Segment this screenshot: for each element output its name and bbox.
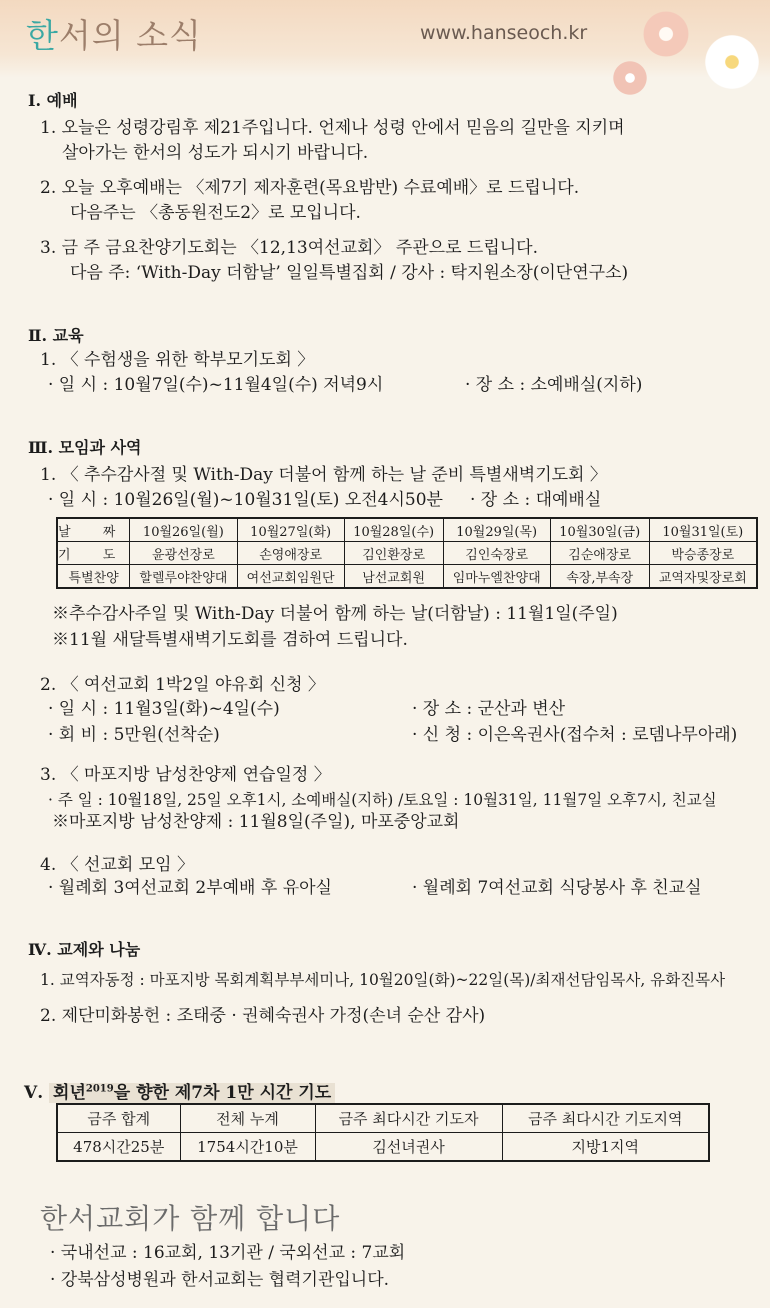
- row-label: 날 짜: [57, 518, 130, 542]
- row-label: 특별찬양: [57, 565, 130, 589]
- table-cell: 임마누엘찬양대: [443, 565, 550, 589]
- section-worship-heading: Ⅰ. 예배: [28, 91, 78, 110]
- table-cell: 남선교회원: [344, 565, 443, 589]
- ministry-item-1-date: · 일 시 : 10월26일(월)~10월31일(토) 오전4시50분: [48, 490, 443, 510]
- footer-partner-line: · 강북삼성병원과 한서교회는 협력기관입니다.: [50, 1270, 390, 1290]
- heading-part: 을 향한 제7차 1만 시간 기도: [113, 1083, 332, 1103]
- flower-decoration-icon: [700, 30, 764, 94]
- table-cell: 김선녀권사: [315, 1133, 502, 1162]
- table-cell: 할렐루야찬양대: [130, 565, 237, 589]
- table-cell: 교역자및장로회: [649, 565, 757, 589]
- table-row: [57, 542, 757, 565]
- heading-superscript: 2019: [85, 1083, 114, 1095]
- section-prayer-heading: [24, 1078, 335, 1103]
- newsletter-logo: [26, 10, 202, 57]
- ministry-item-3-sunday: · 주 일 : 10월18일, 25일 오후1시, 소예배실(지하) /토요일 : 10월31일, 11월7일 오후7시, 친교실: [48, 791, 717, 809]
- ministry-item-2-date: · 일 시 : 11월3일(화)~4일(수): [48, 699, 280, 719]
- ministry-item-1-place: · 장 소 : 대예배실: [470, 490, 602, 510]
- section-education-heading: Ⅱ. 교육: [28, 326, 84, 345]
- row-label: 기 도: [57, 542, 130, 565]
- ministry-item-2-apply: · 신 청 : 이은옥권사(접수처 : 로뎀나무아래): [412, 725, 738, 745]
- table-cell: 김인숙장로: [443, 542, 550, 565]
- heading-part: 회년: [53, 1083, 86, 1103]
- table-cell: 속장,부속장: [550, 565, 649, 589]
- section-ministry-heading: Ⅲ. 모임과 사역: [28, 438, 142, 457]
- table-cell: 윤광선장로: [130, 542, 237, 565]
- ministry-item-2-title: 2. 〈 여선교회 1박2일 야유회 신청 〉: [40, 675, 325, 695]
- fellowship-item-2: 2. 제단미화봉헌 : 조태중 · 권혜숙권사 가정(손녀 순산 감사): [40, 1006, 486, 1026]
- table-cell: 10월31일(토): [649, 518, 757, 542]
- table-header: 금주 최다시간 기도지역: [502, 1104, 709, 1133]
- table-cell: 박승종장로: [649, 542, 757, 565]
- ministry-item-3-note: ※마포지방 남성찬양제 : 11월8일(주일), 마포중앙교회: [52, 812, 460, 832]
- table-header: 전체 누계: [180, 1104, 315, 1133]
- worship-item-3-cont: 다음 주: ‘With-Day 더함날’ 일일특별집회 / 강사 : 탁지원소장(이단연구소): [70, 263, 629, 283]
- worship-item-3: 3. 금 주 금요찬양기도회는 〈12,13여선교회〉 주관으로 드립니다.: [40, 238, 538, 258]
- worship-item-1-cont: 살아가는 한서의 성도가 되시기 바랍니다.: [62, 143, 369, 163]
- prayer-schedule-table: [56, 517, 758, 589]
- section-fellowship-heading: Ⅳ. 교제와 나눔: [28, 940, 141, 959]
- education-item-1-title: 1. 〈 수험생을 위한 학부모기도회 〉: [40, 350, 315, 370]
- table-header: 금주 최다시간 기도자: [315, 1104, 502, 1133]
- education-item-1-place: · 장 소 : 소예배실(지하): [465, 375, 643, 395]
- worship-item-2: 2. 오늘 오후예배는 〈제7기 제자훈련(목요밤반) 수료예배〉로 드립니다.: [40, 178, 580, 198]
- ministry-note-1: ※추수감사주일 및 With-Day 더불어 함께 하는 날(더함날) : 11월1일(주일): [52, 604, 618, 624]
- table-cell: 10월30일(금): [550, 518, 649, 542]
- table-row: [57, 565, 757, 589]
- ministry-item-3-title: 3. 〈 마포지방 남성찬양제 연습일정 〉: [40, 765, 331, 785]
- table-cell: 10월29일(목): [443, 518, 550, 542]
- table-cell: 478시간25분: [57, 1133, 180, 1162]
- footer-title: 한서교회가 함께 합니다: [40, 1202, 341, 1235]
- table-row: [57, 1104, 709, 1133]
- table-cell: 여선교회임원단: [237, 565, 344, 589]
- logo-accent: 한: [26, 16, 59, 55]
- ministry-item-4-a: · 월례회 3여선교회 2부예배 후 유아실: [48, 878, 332, 898]
- logo-text: 서의 소식: [58, 16, 202, 55]
- worship-item-2-cont: 다음주는 〈총동원전도2〉로 모입니다.: [70, 203, 361, 223]
- table-cell: 김인환장로: [344, 542, 443, 565]
- ministry-note-2: ※11월 새달특별새벽기도회를 겸하여 드립니다.: [52, 630, 408, 650]
- table-cell: 1754시간10분: [180, 1133, 315, 1162]
- section-number: Ⅴ.: [24, 1083, 44, 1103]
- table-cell: 10월26일(월): [130, 518, 237, 542]
- table-cell: 손영애장로: [237, 542, 344, 565]
- ministry-item-2-place: · 장 소 : 군산과 변산: [412, 699, 566, 719]
- table-row: [57, 518, 757, 542]
- footer-mission-line: · 국내선교 : 16교회, 13기관 / 국외선교 : 7교회: [50, 1243, 406, 1263]
- flower-decoration-icon: [640, 8, 692, 60]
- prayer-stats-table: [56, 1103, 710, 1162]
- ministry-item-4-b: · 월례회 7여선교회 식당봉사 후 친교실: [412, 878, 702, 898]
- prayer-heading-text: [49, 1083, 335, 1103]
- newsletter-header: [0, 0, 770, 78]
- ministry-item-4-title: 4. 〈 선교회 모임 〉: [40, 855, 194, 875]
- ministry-item-2-fee: · 회 비 : 5만원(선착순): [48, 725, 220, 745]
- worship-item-1: 1. 오늘은 성령강림후 제21주입니다. 언제나 성령 안에서 믿음의 길만을 지키며: [40, 118, 625, 138]
- table-header: 금주 합계: [57, 1104, 180, 1133]
- table-cell: 김순애장로: [550, 542, 649, 565]
- website-url[interactable]: www.hanseoch.kr: [420, 22, 588, 44]
- ministry-item-1-title: 1. 〈 추수감사절 및 With-Day 더불어 함께 하는 날 준비 특별새벽기도회 〉: [40, 465, 607, 485]
- table-cell: 10월27일(화): [237, 518, 344, 542]
- education-item-1-date: · 일 시 : 10월7일(수)~11월4일(수) 저녁9시: [48, 375, 384, 395]
- table-cell: 10월28일(수): [344, 518, 443, 542]
- flower-decoration-icon: [610, 58, 650, 98]
- fellowship-item-1: 1. 교역자동정 : 마포지방 목회계획부부세미나, 10월20일(화)~22일(목)/최재선담임목사, 유화진목사: [40, 971, 726, 989]
- table-cell: 지방1지역: [502, 1133, 709, 1162]
- table-row: [57, 1133, 709, 1162]
